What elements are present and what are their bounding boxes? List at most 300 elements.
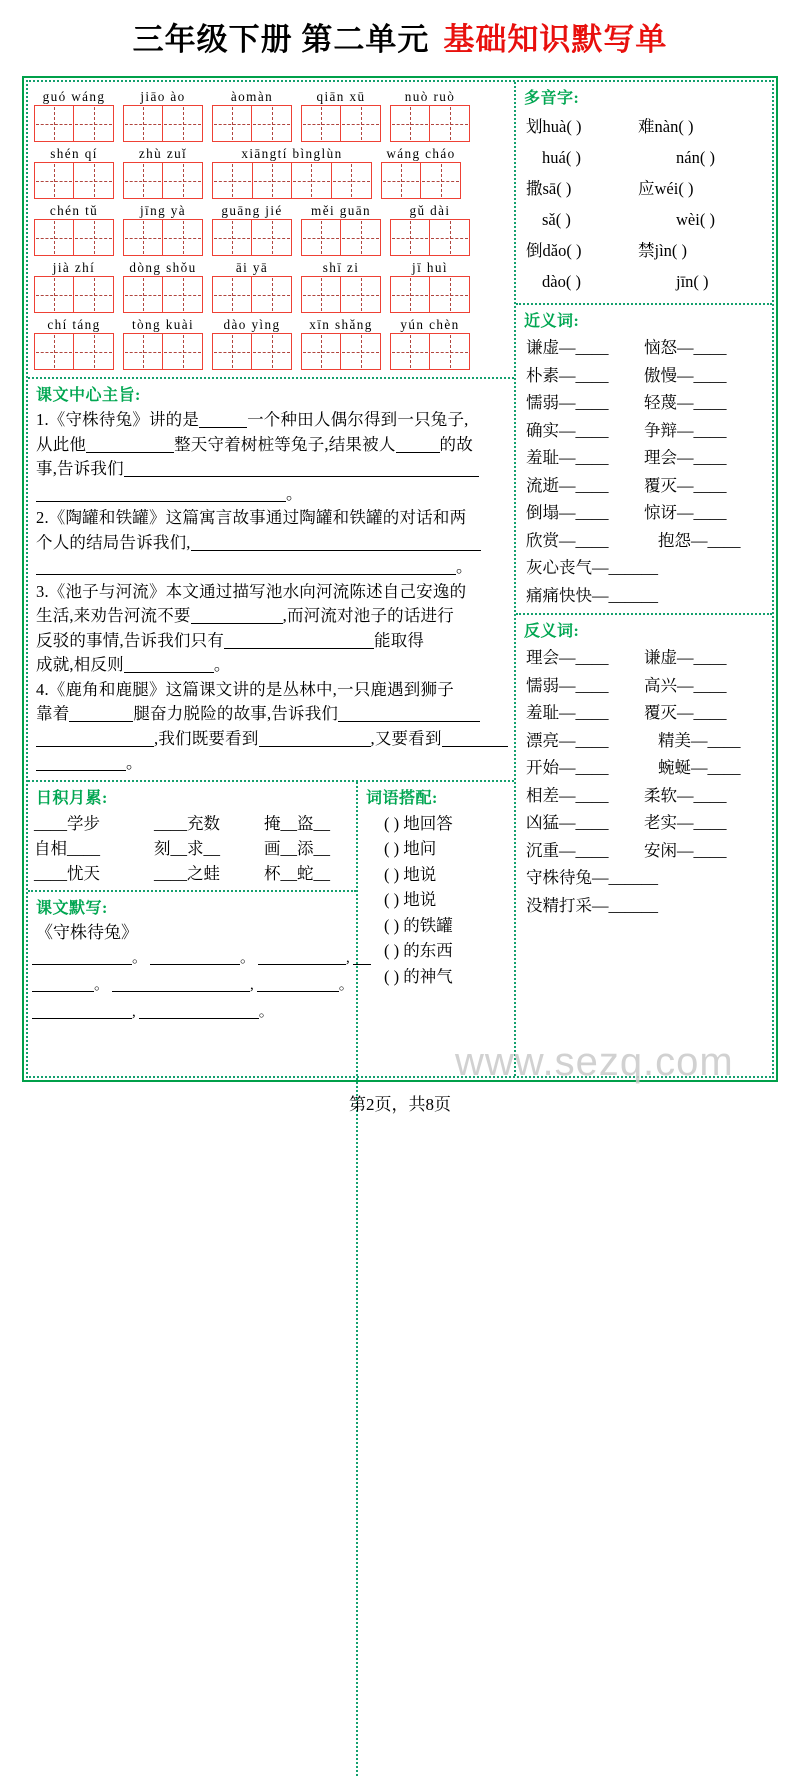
main-idea-line [36, 702, 506, 727]
pinyin-label: guó wáng [42, 89, 106, 104]
worksheet-columns [28, 82, 772, 1076]
antonyms-section [516, 618, 772, 919]
tianzige-grid[interactable] [212, 162, 372, 199]
synonym-entry[interactable]: 灰心丧气—______ [526, 558, 658, 577]
bottom-left [28, 782, 356, 1776]
synonym-entry[interactable]: 懦弱—____ [526, 393, 609, 412]
page-title-subject: 基础知识默写单 [443, 21, 668, 57]
tianzige-grid[interactable] [34, 276, 114, 313]
main-idea-line [36, 604, 506, 629]
pinyin-label: shén qí [50, 146, 98, 161]
tianzige-grid[interactable] [34, 219, 114, 256]
synonym-entry[interactable]: 抱怨—____ [658, 530, 741, 550]
tianzige-cell[interactable] [430, 106, 469, 141]
main-idea-line [36, 433, 506, 458]
antonym-entry[interactable]: 老实—____ [644, 813, 727, 832]
antonym-row [516, 644, 772, 672]
dictation-blank[interactable] [32, 964, 132, 965]
pinyin-label: chén tǔ [49, 203, 99, 218]
text-run: 事,告诉我们 [36, 459, 124, 478]
tianzige-cell[interactable] [252, 334, 291, 369]
tianzige-cell[interactable] [430, 220, 469, 255]
tianzige-grid[interactable] [123, 333, 203, 370]
site-watermark: www.sezq.com [455, 1040, 734, 1084]
tianzige-grid[interactable] [301, 219, 381, 256]
synonym-row [516, 389, 772, 417]
answer-blank[interactable] [36, 574, 456, 575]
antonym-entry[interactable]: 相差—____ [526, 785, 609, 805]
synonyms-heading: 近义词: [524, 313, 580, 330]
tianzige-cell[interactable] [430, 277, 469, 312]
synonym-entry[interactable]: 确实—____ [526, 420, 609, 440]
synonym-row [516, 334, 772, 362]
tianzige-grid[interactable] [34, 105, 114, 142]
pinyin-label: jià zhí [52, 260, 96, 275]
dictation-blank[interactable] [32, 991, 94, 992]
antonym-row [516, 782, 772, 810]
polyphone-entry[interactable]: wèi( ) [676, 210, 715, 229]
idiom-blank-item[interactable]: ____忧天 [34, 863, 100, 883]
punctuation: , [346, 949, 350, 966]
tianzige-cell[interactable] [341, 334, 380, 369]
polyphone-row [516, 235, 772, 266]
tianzige-cell[interactable] [341, 277, 380, 312]
pinyin-label: xīn shǎng [309, 317, 373, 332]
tianzige-cell[interactable] [391, 277, 430, 312]
tianzige-cell[interactable] [35, 334, 74, 369]
tianzige-cell[interactable] [391, 220, 430, 255]
main-idea-line [36, 727, 506, 752]
tianzige-cell[interactable] [302, 220, 341, 255]
tianzige-cell[interactable] [302, 106, 341, 141]
synonym-row [516, 527, 772, 555]
tianzige-cell[interactable] [124, 106, 163, 141]
polyphone-row [516, 111, 772, 142]
tianzige-cell[interactable] [124, 220, 163, 255]
punctuation: , [132, 1003, 136, 1020]
answer-blank[interactable] [442, 746, 508, 747]
dictation-blank-lines [28, 945, 356, 1026]
answer-blank[interactable] [396, 452, 440, 453]
antonym-entry[interactable]: 守株待兔—______ [526, 868, 658, 887]
tianzige-grid[interactable] [390, 276, 470, 313]
pinyin-word-list [34, 145, 514, 199]
main-idea-line [36, 580, 506, 605]
collocation-item[interactable]: ( ) 地说 [384, 890, 437, 910]
tianzige-grid[interactable] [34, 162, 114, 199]
tianzige-cell[interactable] [74, 277, 113, 312]
antonym-entry[interactable]: 精美—____ [658, 730, 741, 750]
tianzige-grid[interactable] [390, 333, 470, 370]
main-idea-section [28, 382, 514, 778]
collocation-item[interactable]: ( ) 地问 [384, 839, 437, 859]
synonym-entry[interactable]: 轻蔑—____ [644, 393, 727, 412]
pinyin-word [212, 316, 292, 370]
tianzige-cell[interactable] [341, 106, 380, 141]
polyphone-entry[interactable]: nán( ) [676, 148, 715, 167]
tianzige-grid[interactable] [123, 105, 203, 142]
pinyin-label: nuò ruò [404, 89, 456, 104]
tianzige-cell[interactable] [35, 220, 74, 255]
pinyin-word [390, 202, 470, 256]
text-run: 1.《守株待兔》讲的是 [36, 410, 200, 429]
collocation-item[interactable]: ( ) 的东西 [384, 941, 453, 961]
pinyin-word [212, 88, 292, 142]
tianzige-cell[interactable] [74, 334, 113, 369]
idiom-blank-item[interactable]: ____充数 [154, 813, 220, 833]
tianzige-cell[interactable] [35, 277, 74, 312]
tianzige-cell[interactable] [292, 163, 332, 198]
dictation-blank[interactable] [32, 1018, 132, 1019]
text-run: 。 [456, 557, 473, 576]
answer-blank[interactable] [36, 501, 286, 502]
antonym-row [516, 809, 772, 837]
answer-blank[interactable] [199, 427, 247, 428]
main-idea-heading: 课文中心主旨: [36, 387, 141, 404]
tianzige-cell[interactable] [341, 220, 380, 255]
text-run: ,我们既要看到 [154, 728, 259, 748]
pinyin-word [212, 202, 292, 256]
answer-blank[interactable] [36, 746, 154, 747]
tianzige-grid[interactable] [123, 162, 203, 199]
tianzige-cell[interactable] [213, 220, 252, 255]
pinyin-row [34, 259, 514, 313]
pinyin-word [301, 88, 381, 142]
antonym-entry[interactable]: 羞耻—____ [526, 703, 609, 722]
section-divider [516, 613, 772, 615]
pinyin-word [381, 145, 461, 199]
antonyms-heading: 反义词: [524, 623, 580, 640]
idiom-blank-item[interactable]: 自相____ [34, 838, 100, 858]
dictation-blank[interactable] [258, 964, 346, 965]
polyphone-entry[interactable]: 难nàn( ) [638, 117, 694, 136]
antonym-entry[interactable]: 覆灭—____ [644, 703, 727, 722]
dictation-text-title: 《守株待兔》 [36, 922, 138, 942]
tianzige-cell[interactable] [163, 106, 202, 141]
pinyin-row [34, 88, 514, 142]
antonym-entry[interactable]: 凶猛—____ [526, 813, 609, 832]
antonym-entry[interactable]: 漂亮—____ [526, 730, 609, 750]
tianzige-cell[interactable] [421, 163, 460, 198]
pinyin-label: qiān xū [316, 89, 366, 104]
text-run: 能取得 [374, 630, 425, 650]
punctuation: 。 [240, 949, 256, 966]
pinyin-word [34, 316, 114, 370]
tianzige-cell[interactable] [35, 106, 74, 141]
tianzige-grid[interactable] [34, 333, 114, 370]
synonym-entry[interactable]: 流逝—____ [526, 475, 609, 495]
section-divider [28, 890, 356, 892]
synonym-entry[interactable]: 惊讶—____ [644, 503, 727, 522]
tianzige-cell[interactable] [124, 334, 163, 369]
text-run: 整天守着树桩等兔子,结果被人 [174, 434, 396, 454]
dictation-line [28, 972, 356, 999]
antonym-entry[interactable]: 沉重—____ [526, 840, 609, 860]
pinyin-word [390, 316, 470, 370]
worksheet-inner-frame [26, 80, 774, 1078]
tianzige-cell[interactable] [163, 163, 202, 198]
pinyin-word [301, 202, 381, 256]
answer-blank[interactable] [224, 648, 374, 649]
tianzige-cell[interactable] [382, 163, 421, 198]
dictation-section [28, 895, 356, 1026]
antonym-entry[interactable]: 蜿蜒—____ [658, 758, 741, 777]
tianzige-cell[interactable] [213, 106, 252, 141]
answer-blank[interactable] [86, 452, 174, 453]
answer-blank[interactable] [338, 721, 480, 722]
antonym-entry[interactable]: 安闲—____ [644, 840, 727, 860]
pinyin-word [301, 316, 381, 370]
polyphone-row [516, 204, 772, 235]
idiom-blank-item[interactable]: 刻__求__ [154, 838, 220, 858]
tianzige-grid[interactable] [212, 219, 292, 256]
tianzige-cell[interactable] [124, 277, 163, 312]
polyphone-entry[interactable]: jīn( ) [676, 272, 709, 291]
tianzige-cell[interactable] [391, 106, 430, 141]
idiom-blank-item[interactable]: 掩__盗__ [264, 813, 330, 833]
pinyin-row [34, 145, 514, 199]
answer-blank[interactable] [124, 672, 214, 673]
pinyin-label: jiāo ào [140, 89, 186, 104]
polyphone-entry[interactable]: 撒sā( ) [526, 179, 572, 198]
accumulate-section [28, 785, 356, 886]
antonym-entry[interactable]: 柔软—____ [644, 785, 727, 805]
text-run: 的故 [439, 434, 473, 454]
idiom-row [28, 811, 356, 836]
antonym-entry[interactable]: 谦虚—____ [644, 648, 727, 667]
tianzige-cell[interactable] [74, 220, 113, 255]
pinyin-label: gǔ dài [409, 203, 451, 218]
tianzige-cell[interactable] [213, 163, 253, 198]
idiom-row [28, 836, 356, 861]
collocation-heading: 词语搭配: [366, 789, 438, 807]
text-run: 反驳的事情,告诉我们只有 [36, 630, 225, 650]
tianzige-cell[interactable] [332, 163, 371, 198]
pinyin-word [390, 88, 470, 142]
tianzige-grid[interactable] [301, 276, 381, 313]
antonym-entry[interactable]: 高兴—____ [644, 675, 727, 695]
tianzige-cell[interactable] [302, 334, 341, 369]
tianzige-cell[interactable] [163, 277, 202, 312]
dictation-heading: 课文默写: [36, 899, 108, 917]
synonym-entry[interactable]: 争辩—____ [644, 420, 727, 440]
idiom-blank-item[interactable]: 画__添__ [264, 838, 330, 858]
tianzige-grid[interactable] [212, 333, 292, 370]
collocation-item[interactable]: ( ) 的神气 [384, 967, 453, 987]
antonym-entry[interactable]: 没精打采—______ [526, 895, 658, 915]
pinyin-label: guāng jié [221, 203, 283, 218]
answer-blank[interactable] [36, 770, 126, 771]
dictation-blank[interactable] [150, 964, 240, 965]
main-idea-line [36, 531, 506, 556]
antonym-entry[interactable]: 懦弱—____ [526, 675, 609, 695]
tianzige-cell[interactable] [430, 334, 469, 369]
synonym-entry[interactable]: 理会—____ [644, 448, 727, 467]
answer-blank[interactable] [191, 550, 481, 551]
synonym-row [516, 417, 772, 445]
tianzige-cell[interactable] [252, 106, 291, 141]
tianzige-cell[interactable] [213, 334, 252, 369]
pinyin-grid-section [28, 82, 514, 377]
text-run: 。 [213, 655, 231, 674]
pinyin-row [34, 202, 514, 256]
polyphone-section [516, 85, 772, 297]
text-run: 。 [126, 753, 143, 772]
polyphone-entry[interactable]: 应wéi( ) [638, 179, 694, 198]
main-idea-body [28, 408, 514, 778]
tianzige-grid[interactable] [301, 105, 381, 142]
collocation-item[interactable]: ( ) 地说 [384, 864, 437, 884]
worksheet-frame [22, 76, 778, 1082]
antonym-row [516, 754, 772, 782]
text-run: 成就,相反则 [36, 655, 124, 674]
antonym-entry[interactable]: 理会—____ [526, 648, 609, 667]
text-run: 腿奋力脱险的故事,告诉我们 [133, 704, 339, 723]
pinyin-label: āi yā [235, 260, 269, 275]
tianzige-grid[interactable] [212, 276, 292, 313]
synonym-entry[interactable]: 痛痛快快—______ [526, 585, 658, 605]
text-run: ,而河流对池子的话进行 [282, 606, 454, 625]
pinyin-label: měi guān [311, 203, 371, 218]
page-title [0, 0, 800, 72]
dictation-line [28, 999, 356, 1026]
antonym-row [516, 727, 772, 755]
tianzige-cell[interactable] [163, 220, 202, 255]
page-footer: 第2页，共8页 [349, 1095, 451, 1114]
pinyin-word-list [34, 259, 514, 313]
tianzige-grid[interactable] [212, 105, 292, 142]
main-idea-line [36, 629, 506, 654]
punctuation: 。 [132, 949, 148, 966]
polyphone-entry[interactable]: sǎ( ) [542, 210, 571, 229]
dictation-blank[interactable] [112, 991, 250, 992]
tianzige-cell[interactable] [391, 334, 430, 369]
pinyin-label: wáng cháo [386, 146, 456, 161]
pinyin-label: jī huì [412, 260, 448, 275]
antonym-entry[interactable]: 开始—____ [526, 758, 609, 777]
idiom-blank-item[interactable]: 杯__蛇__ [264, 863, 330, 883]
tianzige-cell[interactable] [252, 277, 291, 312]
punctuation: 。 [94, 976, 110, 993]
dictation-line [28, 945, 356, 972]
main-idea-line [36, 457, 506, 482]
pinyin-label: dào yìng [223, 317, 281, 332]
polyphone-heading: 多音字: [524, 90, 580, 107]
punctuation: , [250, 976, 254, 993]
main-idea-line [36, 653, 506, 678]
tianzige-grid[interactable] [123, 219, 203, 256]
pinyin-label: tòng kuài [131, 317, 195, 332]
pinyin-word [301, 259, 381, 313]
tianzige-cell[interactable] [124, 163, 163, 198]
synonym-row [516, 362, 772, 390]
text-run: 一个种田人偶尔得到一只兔子, [247, 410, 469, 429]
synonyms-body [516, 334, 772, 609]
answer-blank[interactable] [69, 721, 133, 722]
collocation-item[interactable]: ( ) 地回答 [384, 813, 453, 833]
collocation-item[interactable]: ( ) 的铁罐 [384, 915, 453, 935]
accumulate-body [28, 811, 356, 886]
synonym-row [516, 472, 772, 500]
answer-blank[interactable] [124, 476, 479, 477]
bottom-split [28, 782, 514, 1776]
main-idea-line [36, 506, 506, 531]
pinyin-row [34, 316, 514, 370]
idiom-row [28, 861, 356, 886]
synonym-entry[interactable]: 恼怒—____ [644, 338, 727, 357]
tianzige-cell[interactable] [253, 163, 293, 198]
tianzige-grid[interactable] [301, 333, 381, 370]
tianzige-cell[interactable] [35, 163, 74, 198]
text-run: 。 [286, 483, 303, 503]
text-run: 靠着 [36, 704, 70, 723]
tianzige-grid[interactable] [123, 276, 203, 313]
pinyin-word [34, 259, 114, 313]
polyphone-entry[interactable]: 禁jìn( ) [638, 241, 688, 260]
text-run: 个人的结局告诉我们, [36, 532, 191, 552]
tianzige-cell[interactable] [252, 220, 291, 255]
pinyin-word-list [34, 88, 514, 142]
synonym-entry[interactable]: 谦虚—____ [526, 338, 609, 357]
polyphone-entry[interactable]: dào( ) [542, 272, 581, 291]
tianzige-cell[interactable] [74, 163, 113, 198]
pinyin-word-list [34, 202, 514, 256]
tianzige-cell[interactable] [74, 106, 113, 141]
synonym-entry[interactable]: 羞耻—____ [526, 448, 609, 467]
pinyin-word [123, 145, 203, 199]
tianzige-grid[interactable] [381, 162, 461, 199]
tianzige-cell[interactable] [213, 277, 252, 312]
pinyin-word [123, 202, 203, 256]
collocation-section [356, 782, 514, 1776]
polyphone-entry[interactable]: 倒dǎo( ) [526, 241, 582, 260]
polyphone-entry[interactable]: huá( ) [542, 148, 581, 167]
idiom-blank-item[interactable]: ____学步 [34, 813, 100, 833]
answer-blank[interactable] [191, 623, 283, 624]
synonym-entry[interactable]: 欣赏—____ [526, 530, 609, 550]
section-divider [516, 303, 772, 305]
text-run: 生活,来劝告河流不要 [36, 606, 191, 625]
punctuation: 。 [338, 976, 354, 993]
antonym-row [516, 837, 772, 865]
pinyin-word-list [34, 316, 514, 370]
polyphone-row [516, 266, 772, 297]
synonym-entry[interactable]: 倒塌—____ [526, 503, 609, 522]
synonym-entry[interactable]: 朴素—____ [526, 365, 609, 385]
pinyin-label: yún chèn [400, 317, 460, 332]
idiom-blank-item[interactable]: ____之蛙 [154, 863, 220, 883]
tianzige-cell[interactable] [302, 277, 341, 312]
synonym-entry[interactable]: 傲慢—____ [644, 365, 727, 385]
polyphone-entry[interactable]: 划huà( ) [526, 117, 582, 136]
tianzige-cell[interactable] [163, 334, 202, 369]
dictation-blank[interactable] [257, 991, 339, 992]
page-title-unit: 三年级下册 第二单元 [132, 21, 430, 57]
dictation-blank[interactable] [139, 1018, 259, 1019]
tianzige-grid[interactable] [390, 105, 470, 142]
antonyms-body [516, 644, 772, 919]
punctuation: 。 [258, 1003, 274, 1020]
synonym-entry[interactable]: 覆灭—____ [644, 475, 727, 495]
polyphone-row [516, 173, 772, 204]
synonym-row [516, 444, 772, 472]
main-idea-line [36, 678, 506, 703]
answer-blank[interactable] [259, 746, 371, 747]
tianzige-grid[interactable] [390, 219, 470, 256]
pinyin-word [390, 259, 470, 313]
accumulate-heading: 日积月累: [36, 789, 108, 807]
polyphone-body [516, 111, 772, 297]
